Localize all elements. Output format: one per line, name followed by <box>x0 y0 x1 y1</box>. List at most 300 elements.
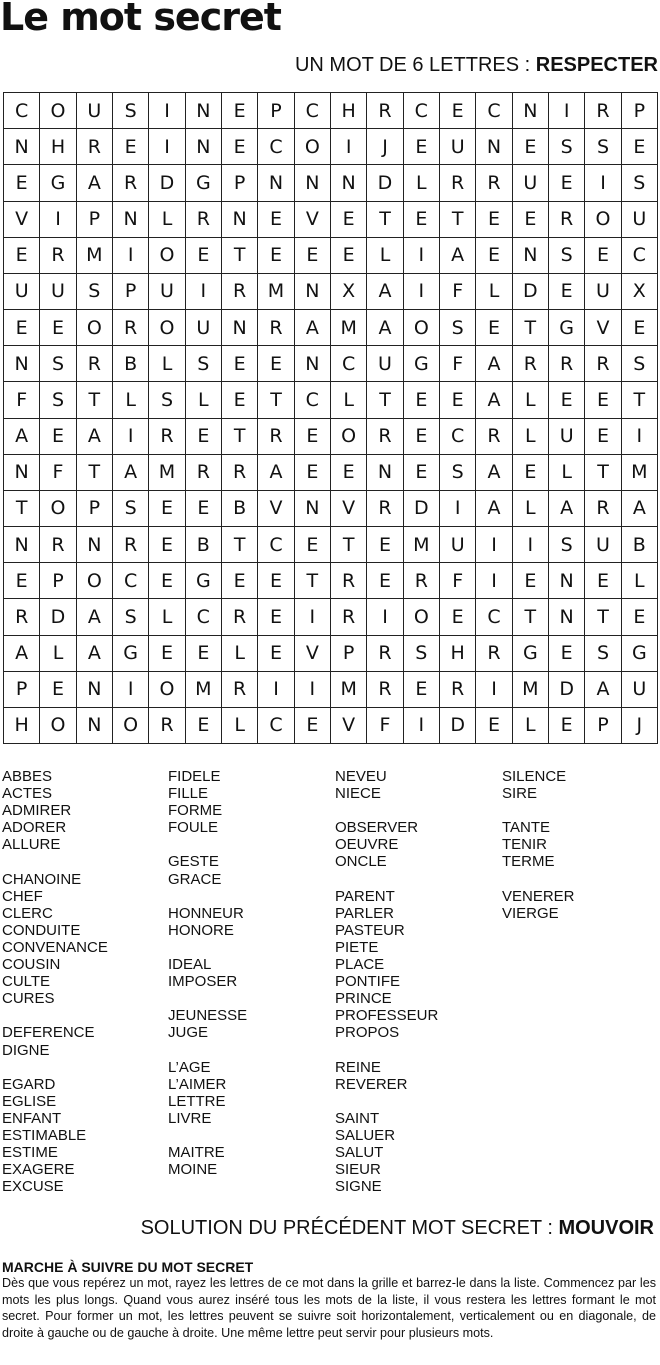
grid-cell[interactable]: T <box>331 527 367 563</box>
grid-cell[interactable]: E <box>113 129 149 165</box>
grid-cell[interactable]: E <box>513 202 549 238</box>
grid-cell[interactable]: E <box>440 93 476 129</box>
grid-cell[interactable]: R <box>440 672 476 708</box>
grid-cell[interactable]: F <box>440 346 476 382</box>
grid-cell[interactable]: C <box>113 563 149 599</box>
grid-cell[interactable]: A <box>367 310 403 346</box>
grid-cell[interactable]: S <box>113 93 149 129</box>
grid-cell[interactable]: M <box>622 455 658 491</box>
grid-cell[interactable]: O <box>295 129 331 165</box>
grid-cell[interactable]: E <box>222 346 258 382</box>
word-list-item[interactable]: IMPOSER <box>168 973 238 991</box>
grid-cell[interactable]: N <box>476 129 512 165</box>
word-list-item[interactable]: EGLISE <box>2 1092 57 1110</box>
grid-cell[interactable]: F <box>4 382 40 418</box>
word-list-item[interactable]: PROFESSEUR <box>335 1007 439 1025</box>
grid-cell[interactable]: E <box>331 202 367 238</box>
grid-cell[interactable]: A <box>77 599 113 635</box>
grid-cell[interactable]: E <box>585 382 621 418</box>
grid-cell[interactable]: N <box>4 527 40 563</box>
word-list-item[interactable]: TANTE <box>502 819 551 837</box>
grid-cell[interactable]: V <box>585 310 621 346</box>
word-list-item[interactable]: ALLURE <box>2 836 61 854</box>
grid-cell[interactable]: A <box>258 455 294 491</box>
grid-cell[interactable]: M <box>186 672 222 708</box>
grid-cell[interactable]: E <box>404 419 440 455</box>
grid-cell[interactable]: U <box>622 202 658 238</box>
grid-cell[interactable]: R <box>40 238 76 274</box>
grid-cell[interactable]: R <box>113 310 149 346</box>
grid-cell[interactable]: E <box>186 238 222 274</box>
grid-cell[interactable]: E <box>513 455 549 491</box>
word-list-item[interactable]: HONORE <box>168 921 234 939</box>
word-list-item[interactable]: PLACE <box>335 956 385 974</box>
grid-cell[interactable]: L <box>222 708 258 744</box>
grid-cell[interactable]: T <box>222 238 258 274</box>
word-list-item[interactable]: CONVENANCE <box>2 938 108 956</box>
word-list-item[interactable]: EGARD <box>2 1075 56 1093</box>
word-list-item[interactable]: PROPOS <box>335 1024 400 1042</box>
grid-cell[interactable]: S <box>40 346 76 382</box>
word-list-item[interactable]: ENFANT <box>2 1109 62 1127</box>
grid-cell[interactable]: A <box>476 346 512 382</box>
grid-cell[interactable]: C <box>295 382 331 418</box>
grid-cell[interactable]: I <box>40 202 76 238</box>
grid-cell[interactable]: E <box>585 563 621 599</box>
grid-cell[interactable]: R <box>331 563 367 599</box>
grid-cell[interactable]: L <box>40 636 76 672</box>
grid-cell[interactable]: C <box>404 93 440 129</box>
grid-cell[interactable]: R <box>367 672 403 708</box>
word-list-item[interactable]: VIERGE <box>502 904 559 922</box>
word-list-item[interactable]: HONNEUR <box>168 904 244 922</box>
grid-cell[interactable]: L <box>149 599 185 635</box>
grid-cell[interactable]: G <box>40 165 76 201</box>
grid-cell[interactable]: E <box>295 419 331 455</box>
word-list-item[interactable]: PRINCE <box>335 990 392 1008</box>
word-list-item[interactable]: PARLER <box>335 904 394 922</box>
grid-cell[interactable]: I <box>476 563 512 599</box>
grid-cell[interactable]: S <box>113 599 149 635</box>
word-list-item[interactable]: NIECE <box>335 785 381 803</box>
grid-cell[interactable]: E <box>367 527 403 563</box>
word-list-item[interactable]: PONTIFE <box>335 973 401 991</box>
grid-cell[interactable]: S <box>585 636 621 672</box>
grid-cell[interactable]: D <box>513 274 549 310</box>
grid-cell[interactable]: N <box>4 346 40 382</box>
grid-cell[interactable]: R <box>367 636 403 672</box>
grid-cell[interactable]: N <box>222 310 258 346</box>
word-list-item[interactable]: ONCLE <box>335 853 387 871</box>
grid-cell[interactable]: I <box>113 238 149 274</box>
grid-cell[interactable]: R <box>149 708 185 744</box>
grid-cell[interactable]: N <box>513 238 549 274</box>
word-list-item[interactable]: PIETE <box>335 938 379 956</box>
grid-cell[interactable]: C <box>476 93 512 129</box>
grid-cell[interactable]: A <box>585 672 621 708</box>
grid-cell[interactable]: E <box>622 310 658 346</box>
grid-cell[interactable]: N <box>113 202 149 238</box>
grid-cell[interactable]: E <box>331 455 367 491</box>
word-list-item[interactable]: MOINE <box>168 1161 218 1179</box>
grid-cell[interactable]: D <box>149 165 185 201</box>
grid-cell[interactable]: R <box>476 165 512 201</box>
grid-cell[interactable]: M <box>331 310 367 346</box>
word-list-item[interactable]: GESTE <box>168 853 219 871</box>
grid-cell[interactable]: S <box>622 346 658 382</box>
grid-cell[interactable]: E <box>186 419 222 455</box>
grid-cell[interactable]: E <box>513 563 549 599</box>
grid-cell[interactable]: O <box>149 672 185 708</box>
grid-cell[interactable]: N <box>367 455 403 491</box>
grid-cell[interactable]: E <box>549 274 585 310</box>
grid-cell[interactable]: T <box>513 310 549 346</box>
grid-cell[interactable]: I <box>549 93 585 129</box>
grid-cell[interactable]: P <box>77 202 113 238</box>
grid-cell[interactable]: P <box>77 491 113 527</box>
grid-cell[interactable]: M <box>77 238 113 274</box>
grid-cell[interactable]: L <box>513 491 549 527</box>
grid-cell[interactable]: I <box>404 708 440 744</box>
word-list-item[interactable]: ESTIMABLE <box>2 1126 87 1144</box>
grid-cell[interactable]: R <box>513 346 549 382</box>
grid-cell[interactable]: R <box>367 419 403 455</box>
grid-cell[interactable]: E <box>476 238 512 274</box>
grid-cell[interactable]: N <box>295 165 331 201</box>
word-list-item[interactable]: SIGNE <box>335 1178 382 1196</box>
grid-cell[interactable]: C <box>331 346 367 382</box>
grid-cell[interactable]: L <box>622 563 658 599</box>
grid-cell[interactable]: A <box>113 455 149 491</box>
grid-cell[interactable]: S <box>404 636 440 672</box>
grid-cell[interactable]: S <box>77 274 113 310</box>
grid-cell[interactable]: E <box>149 636 185 672</box>
grid-cell[interactable]: E <box>295 238 331 274</box>
grid-cell[interactable]: G <box>186 563 222 599</box>
grid-cell[interactable]: F <box>367 708 403 744</box>
grid-cell[interactable]: V <box>331 491 367 527</box>
grid-cell[interactable]: E <box>549 636 585 672</box>
grid-cell[interactable]: R <box>367 491 403 527</box>
grid-cell[interactable]: E <box>295 708 331 744</box>
grid-cell[interactable]: V <box>258 491 294 527</box>
grid-cell[interactable]: E <box>258 599 294 635</box>
grid-cell[interactable]: R <box>404 563 440 599</box>
grid-cell[interactable]: P <box>585 708 621 744</box>
grid-cell[interactable]: G <box>622 636 658 672</box>
grid-cell[interactable]: A <box>4 636 40 672</box>
grid-cell[interactable]: E <box>4 563 40 599</box>
grid-cell[interactable]: E <box>4 238 40 274</box>
word-list-item[interactable]: DIGNE <box>2 1041 50 1059</box>
grid-cell[interactable]: R <box>258 310 294 346</box>
grid-cell[interactable]: R <box>585 491 621 527</box>
grid-cell[interactable]: R <box>549 346 585 382</box>
grid-cell[interactable]: C <box>258 129 294 165</box>
grid-cell[interactable]: R <box>222 455 258 491</box>
word-list-item[interactable]: SIEUR <box>335 1161 381 1179</box>
grid-cell[interactable]: E <box>40 419 76 455</box>
grid-cell[interactable]: C <box>258 708 294 744</box>
word-list-item[interactable]: SALUT <box>335 1144 384 1162</box>
grid-cell[interactable]: R <box>222 274 258 310</box>
grid-cell[interactable]: C <box>4 93 40 129</box>
word-list-item[interactable]: GRACE <box>168 870 222 888</box>
grid-cell[interactable]: E <box>258 202 294 238</box>
grid-cell[interactable]: L <box>404 165 440 201</box>
grid-cell[interactable]: T <box>513 599 549 635</box>
grid-cell[interactable]: R <box>186 455 222 491</box>
grid-cell[interactable]: S <box>549 129 585 165</box>
grid-cell[interactable]: A <box>295 310 331 346</box>
grid-cell[interactable]: R <box>113 165 149 201</box>
grid-cell[interactable]: N <box>258 165 294 201</box>
grid-cell[interactable]: I <box>295 672 331 708</box>
grid-cell[interactable]: E <box>4 165 40 201</box>
grid-cell[interactable]: I <box>476 527 512 563</box>
grid-cell[interactable]: R <box>367 93 403 129</box>
grid-cell[interactable]: G <box>186 165 222 201</box>
grid-cell[interactable]: U <box>4 274 40 310</box>
grid-cell[interactable]: E <box>549 165 585 201</box>
grid-cell[interactable]: A <box>622 491 658 527</box>
grid-cell[interactable]: D <box>367 165 403 201</box>
grid-cell[interactable]: V <box>4 202 40 238</box>
grid-cell[interactable]: V <box>295 202 331 238</box>
grid-cell[interactable]: U <box>367 346 403 382</box>
grid-cell[interactable]: U <box>40 274 76 310</box>
word-list-item[interactable]: IDEAL <box>168 956 212 974</box>
grid-cell[interactable]: R <box>113 527 149 563</box>
grid-cell[interactable]: E <box>222 93 258 129</box>
grid-cell[interactable]: I <box>331 129 367 165</box>
grid-cell[interactable]: I <box>149 129 185 165</box>
grid-cell[interactable]: E <box>258 563 294 599</box>
grid-cell[interactable]: O <box>585 202 621 238</box>
grid-cell[interactable]: T <box>295 563 331 599</box>
grid-cell[interactable]: S <box>549 238 585 274</box>
grid-cell[interactable]: H <box>440 636 476 672</box>
grid-cell[interactable]: E <box>186 491 222 527</box>
grid-cell[interactable]: N <box>77 708 113 744</box>
grid-cell[interactable]: C <box>476 599 512 635</box>
word-list-item[interactable]: JUGE <box>168 1024 209 1042</box>
grid-cell[interactable]: V <box>331 708 367 744</box>
grid-cell[interactable]: E <box>404 202 440 238</box>
word-list-item[interactable]: SALUER <box>335 1126 396 1144</box>
word-list-item[interactable]: SAINT <box>335 1109 380 1127</box>
grid-cell[interactable]: T <box>4 491 40 527</box>
grid-cell[interactable]: T <box>440 202 476 238</box>
grid-cell[interactable]: O <box>77 563 113 599</box>
grid-cell[interactable]: I <box>149 93 185 129</box>
grid-cell[interactable]: N <box>77 672 113 708</box>
grid-cell[interactable]: R <box>549 202 585 238</box>
grid-cell[interactable]: U <box>186 310 222 346</box>
grid-cell[interactable]: I <box>440 491 476 527</box>
grid-cell[interactable]: E <box>186 636 222 672</box>
grid-cell[interactable]: E <box>622 129 658 165</box>
grid-cell[interactable]: A <box>476 491 512 527</box>
grid-cell[interactable]: N <box>222 202 258 238</box>
grid-cell[interactable]: U <box>513 165 549 201</box>
grid-cell[interactable]: L <box>549 455 585 491</box>
grid-cell[interactable]: L <box>149 202 185 238</box>
grid-cell[interactable]: I <box>113 419 149 455</box>
grid-cell[interactable]: H <box>331 93 367 129</box>
grid-cell[interactable]: G <box>404 346 440 382</box>
grid-cell[interactable]: A <box>77 419 113 455</box>
grid-cell[interactable]: E <box>40 310 76 346</box>
grid-cell[interactable]: A <box>549 491 585 527</box>
grid-cell[interactable]: P <box>40 563 76 599</box>
grid-cell[interactable]: R <box>186 202 222 238</box>
grid-cell[interactable]: N <box>295 346 331 382</box>
grid-cell[interactable]: U <box>77 93 113 129</box>
word-list-item[interactable]: EXCUSE <box>2 1178 64 1196</box>
grid-cell[interactable]: R <box>258 419 294 455</box>
grid-cell[interactable]: E <box>440 382 476 418</box>
grid-cell[interactable]: P <box>258 93 294 129</box>
word-list-item[interactable]: LIVRE <box>168 1109 212 1127</box>
grid-cell[interactable]: X <box>622 274 658 310</box>
grid-cell[interactable]: N <box>4 129 40 165</box>
grid-cell[interactable]: L <box>513 419 549 455</box>
word-list-item[interactable]: CLERC <box>2 904 53 922</box>
grid-cell[interactable]: E <box>513 129 549 165</box>
grid-cell[interactable]: I <box>404 274 440 310</box>
grid-cell[interactable]: C <box>440 419 476 455</box>
grid-cell[interactable]: N <box>186 93 222 129</box>
grid-cell[interactable]: E <box>222 563 258 599</box>
grid-cell[interactable]: I <box>186 274 222 310</box>
grid-cell[interactable]: N <box>186 129 222 165</box>
grid-cell[interactable]: L <box>149 346 185 382</box>
grid-cell[interactable]: N <box>295 274 331 310</box>
grid-cell[interactable]: R <box>149 419 185 455</box>
grid-cell[interactable]: R <box>222 672 258 708</box>
grid-cell[interactable]: E <box>549 382 585 418</box>
grid-cell[interactable]: F <box>440 563 476 599</box>
grid-cell[interactable]: D <box>549 672 585 708</box>
grid-cell[interactable]: E <box>476 708 512 744</box>
grid-cell[interactable]: B <box>186 527 222 563</box>
grid-cell[interactable]: C <box>622 238 658 274</box>
grid-cell[interactable]: T <box>222 419 258 455</box>
grid-cell[interactable]: R <box>585 93 621 129</box>
grid-cell[interactable]: T <box>585 599 621 635</box>
word-list-item[interactable]: OBSERVER <box>335 819 419 837</box>
grid-cell[interactable]: S <box>149 382 185 418</box>
grid-cell[interactable]: A <box>367 274 403 310</box>
grid-cell[interactable]: E <box>295 527 331 563</box>
grid-cell[interactable]: P <box>222 165 258 201</box>
word-list-item[interactable]: CURES <box>2 990 55 1008</box>
grid-cell[interactable]: U <box>440 129 476 165</box>
word-list-item[interactable]: EXAGERE <box>2 1161 75 1179</box>
grid-cell[interactable]: A <box>476 382 512 418</box>
word-list-item[interactable]: FILLE <box>168 785 209 803</box>
grid-cell[interactable]: L <box>113 382 149 418</box>
grid-cell[interactable]: E <box>222 129 258 165</box>
grid-cell[interactable]: O <box>404 310 440 346</box>
grid-cell[interactable]: L <box>186 382 222 418</box>
grid-cell[interactable]: E <box>404 382 440 418</box>
word-list-item[interactable]: TERME <box>502 853 555 871</box>
grid-cell[interactable]: F <box>440 274 476 310</box>
grid-cell[interactable]: O <box>149 238 185 274</box>
grid-cell[interactable]: N <box>513 93 549 129</box>
word-list-item[interactable]: COUSIN <box>2 956 61 974</box>
grid-cell[interactable]: M <box>404 527 440 563</box>
grid-cell[interactable]: H <box>4 708 40 744</box>
grid-cell[interactable]: A <box>77 636 113 672</box>
grid-cell[interactable]: B <box>622 527 658 563</box>
word-list-item[interactable]: LETTRE <box>168 1092 226 1110</box>
grid-cell[interactable]: M <box>513 672 549 708</box>
grid-cell[interactable]: N <box>4 455 40 491</box>
grid-cell[interactable]: T <box>585 455 621 491</box>
grid-cell[interactable]: E <box>404 672 440 708</box>
grid-cell[interactable]: P <box>331 636 367 672</box>
grid-cell[interactable]: I <box>295 599 331 635</box>
grid-cell[interactable]: I <box>367 599 403 635</box>
grid-cell[interactable]: R <box>4 599 40 635</box>
grid-cell[interactable]: L <box>222 636 258 672</box>
word-list-item[interactable]: DEFERENCE <box>2 1024 95 1042</box>
word-list-item[interactable]: PARENT <box>335 887 395 905</box>
word-list-item[interactable]: ABBES <box>2 768 53 785</box>
grid-cell[interactable]: I <box>113 672 149 708</box>
grid-cell[interactable]: G <box>549 310 585 346</box>
word-list-item[interactable]: CHEF <box>2 887 43 905</box>
word-list-item[interactable]: ESTIME <box>2 1144 58 1162</box>
grid-cell[interactable]: E <box>258 636 294 672</box>
word-list-item[interactable]: VENERER <box>502 887 575 905</box>
grid-cell[interactable]: R <box>77 346 113 382</box>
word-list-item[interactable]: L’AIMER <box>168 1075 227 1093</box>
grid-cell[interactable]: J <box>367 129 403 165</box>
grid-cell[interactable]: F <box>40 455 76 491</box>
grid-cell[interactable]: G <box>113 636 149 672</box>
grid-cell[interactable]: E <box>549 708 585 744</box>
word-list-item[interactable]: CONDUITE <box>2 921 81 939</box>
grid-cell[interactable]: M <box>258 274 294 310</box>
grid-cell[interactable]: R <box>440 165 476 201</box>
word-list-item[interactable]: FORME <box>168 802 223 820</box>
grid-cell[interactable]: E <box>258 238 294 274</box>
grid-cell[interactable]: I <box>404 238 440 274</box>
grid-cell[interactable]: E <box>476 202 512 238</box>
grid-cell[interactable]: E <box>149 491 185 527</box>
grid-cell[interactable]: U <box>149 274 185 310</box>
grid-cell[interactable]: J <box>622 708 658 744</box>
grid-cell[interactable]: A <box>440 238 476 274</box>
word-list-item[interactable]: ACTES <box>2 785 53 803</box>
word-list-item[interactable]: JEUNESSE <box>168 1007 248 1025</box>
grid-cell[interactable]: U <box>585 527 621 563</box>
grid-cell[interactable]: O <box>149 310 185 346</box>
grid-cell[interactable]: B <box>222 491 258 527</box>
grid-cell[interactable]: T <box>77 455 113 491</box>
grid-cell[interactable]: E <box>440 599 476 635</box>
grid-cell[interactable]: O <box>40 708 76 744</box>
grid-cell[interactable]: U <box>549 419 585 455</box>
grid-cell[interactable]: O <box>40 491 76 527</box>
grid-cell[interactable]: C <box>258 527 294 563</box>
grid-cell[interactable]: N <box>331 165 367 201</box>
grid-cell[interactable]: U <box>440 527 476 563</box>
